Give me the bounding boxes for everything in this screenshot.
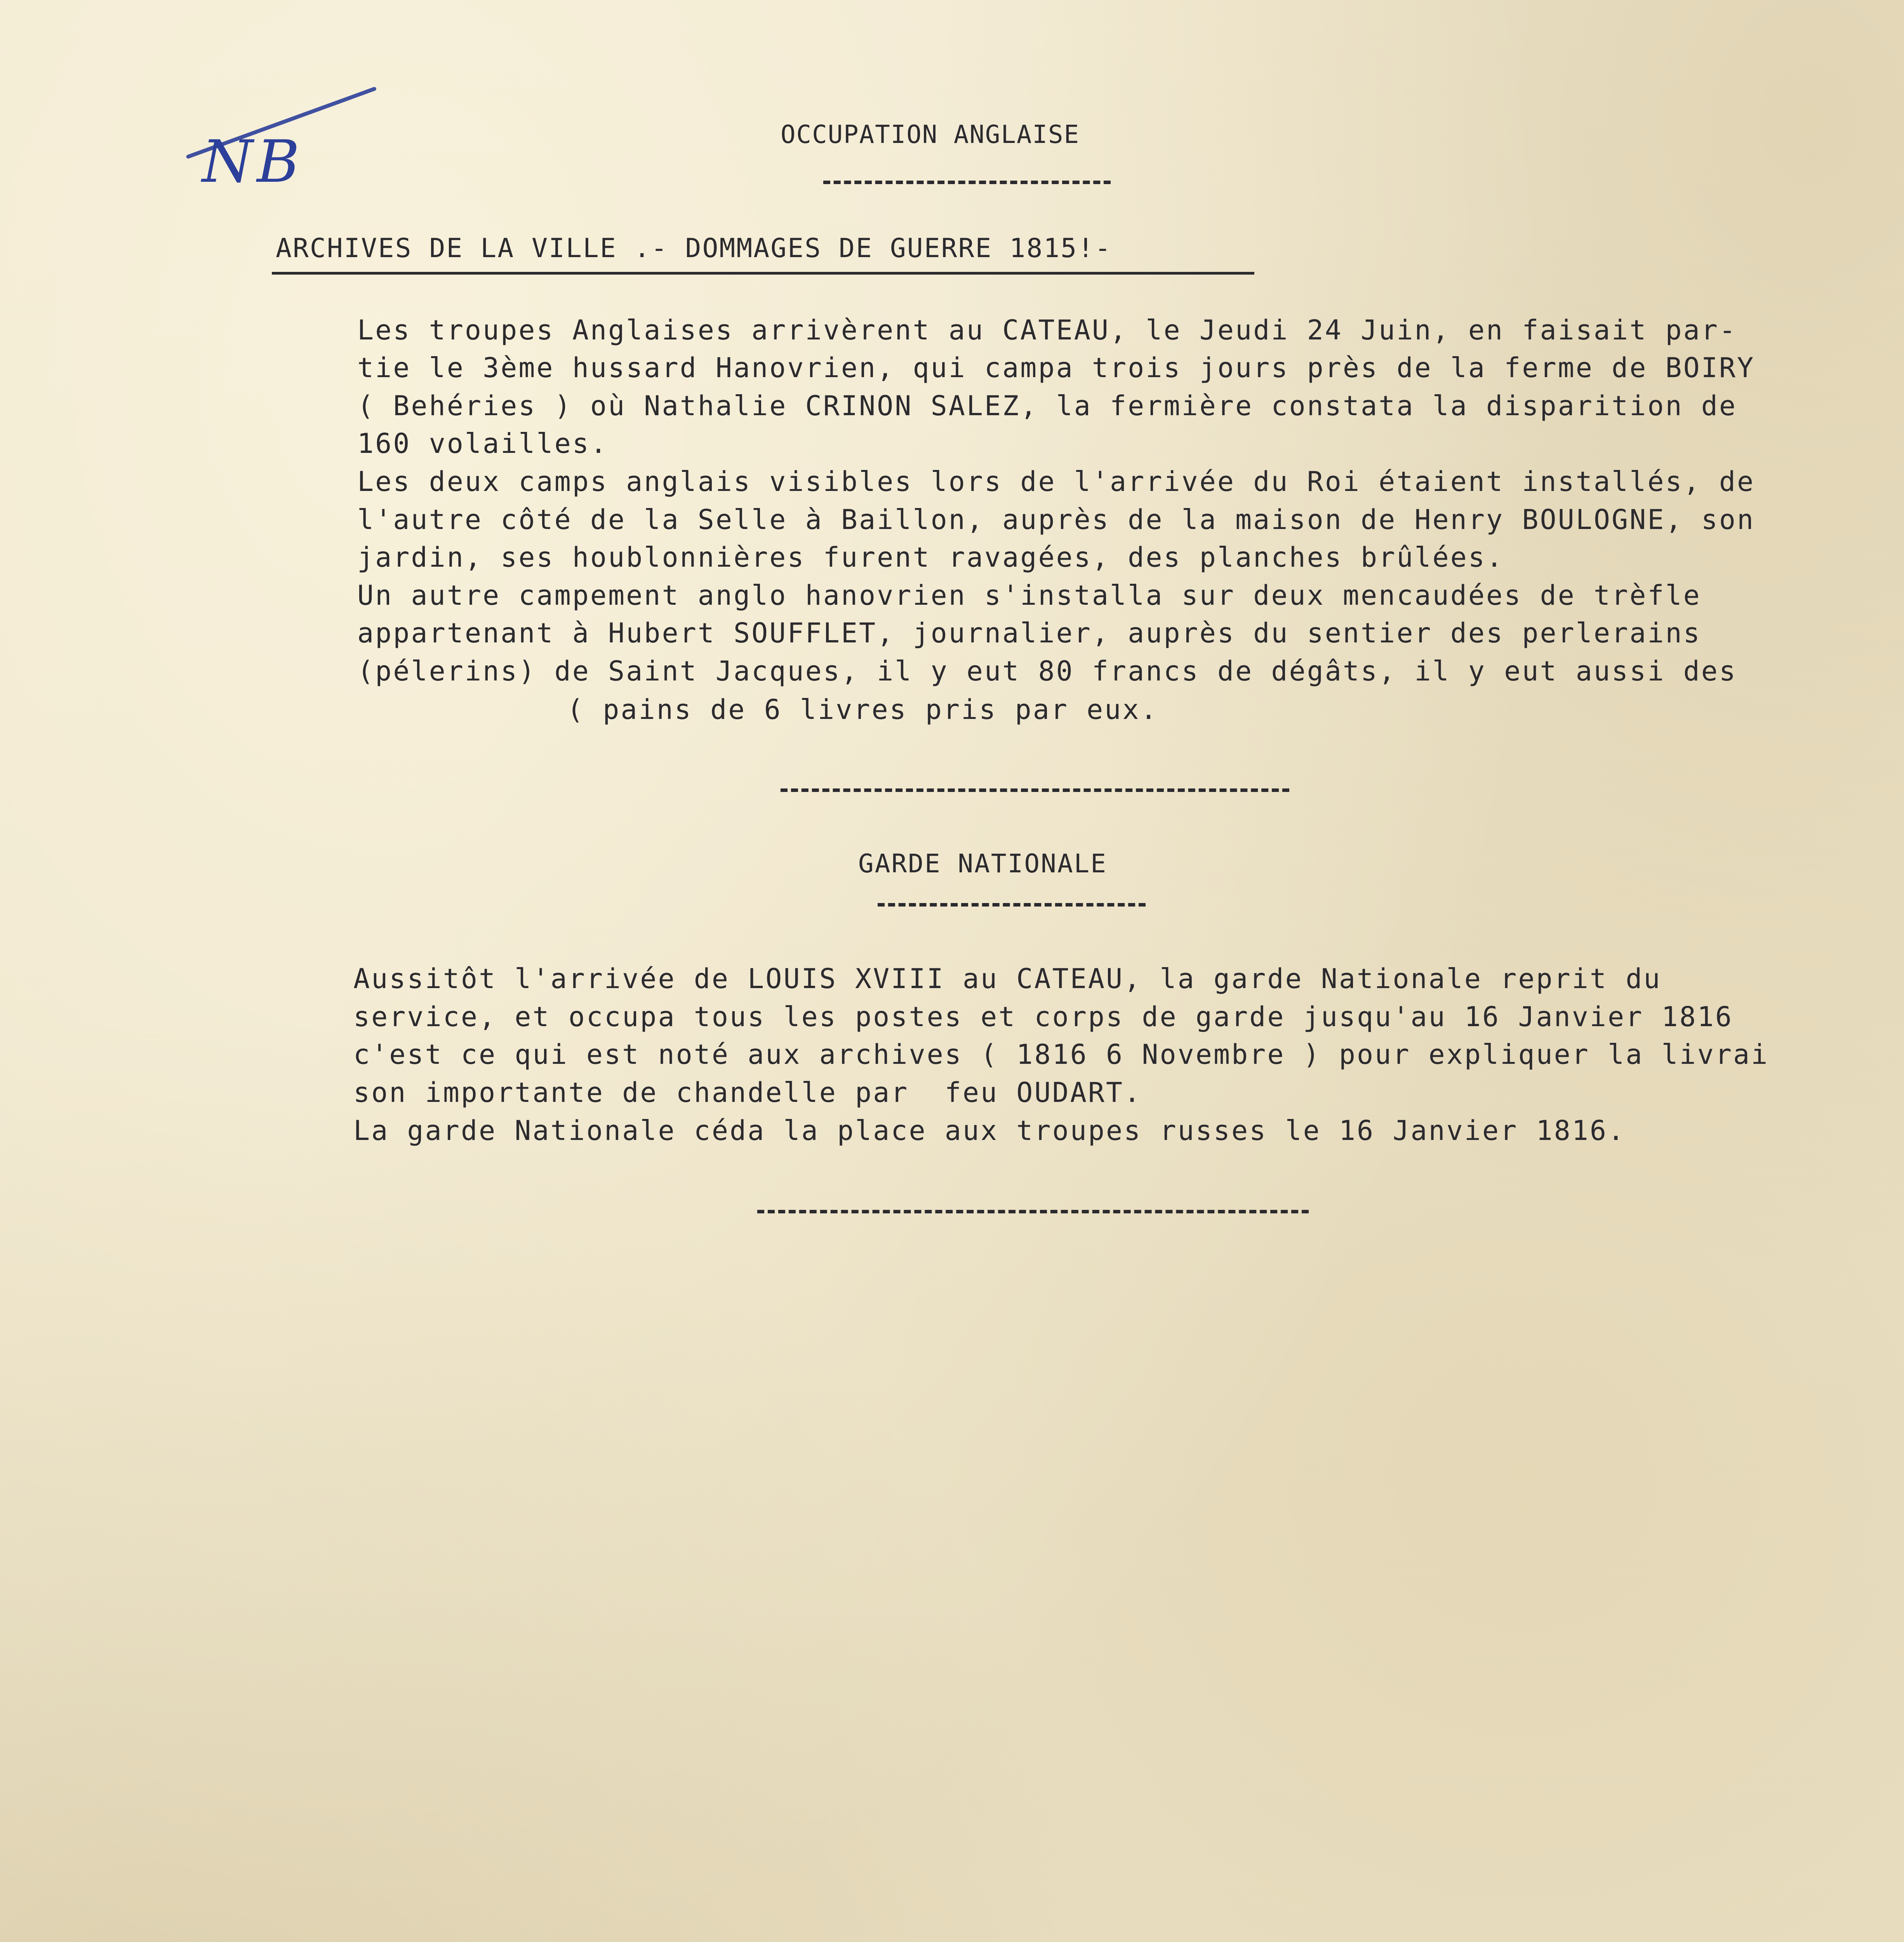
section1-line: appartenant à Hubert SOUFFLET, journalier, auprès du sentier des perlerains [357,617,1701,649]
section-separator [781,788,1289,792]
section1-line: 160 volailles. [357,428,609,459]
section-heading-rule [878,903,1146,907]
section-heading-garde-nationale: GARDE NATIONALE [858,849,1108,879]
handwritten-note: NB [202,128,304,196]
title-rule [823,181,1111,184]
section1-line: tie le 3ème hussard Hanovrien, qui campa trois jours près de la ferme de BOIRY [357,352,1755,384]
section1-line: (pélerins) de Saint Jacques, il y eut 80 francs de dégâts, il y eut aussi des [357,655,1737,687]
document-title: OCCUPATION ANGLAISE [781,120,1080,149]
section1-line: Un autre campement anglo hanovrien s'installa sur deux mencaudées de trèfle [357,579,1701,611]
section2-line: service, et occupa tous les postes et corps de garde jusqu'au 16 Janvier 1816 [353,1001,1734,1033]
section1-line: jardin, ses houblonnières furent ravagées, des planches brûlées. [357,541,1504,573]
section1-line: ( pains de 6 livres pris par eux. [567,694,1158,726]
section1-line: Les deux camps anglais visibles lors de l'arrivée du Roi étaient installés, de [357,466,1755,498]
archive-heading-underline [272,272,1254,275]
archive-heading: ARCHIVES DE LA VILLE .- DOMMAGES DE GUERRE 1815!- [276,233,1112,264]
section1-line: Les troupes Anglaises arrivèrent au CATEAU, le Jeudi 24 Juin, en faisait par- [357,314,1737,346]
section1-line: ( Behéries ) où Nathalie CRINON SALEZ, la fermière constata la disparition de [357,390,1737,422]
section1-line: l'autre côté de la Selle à Baillon, auprès de la maison de Henry BOULOGNE, son [357,504,1755,536]
closing-rule [757,1210,1309,1213]
section2-line: son importante de chandelle par feu OUDART. [353,1077,1142,1108]
section2-line: Aussitôt l'arrivée de LOUIS XVIII au CATEAU, la garde Nationale reprit du [353,963,1662,995]
section2-line: c'est ce qui est noté aux archives ( 1816 6 Novembre ) pour expliquer la livrai [353,1039,1769,1070]
section2-line: La garde Nationale céda la place aux troupes russes le 16 Janvier 1816. [353,1115,1626,1147]
